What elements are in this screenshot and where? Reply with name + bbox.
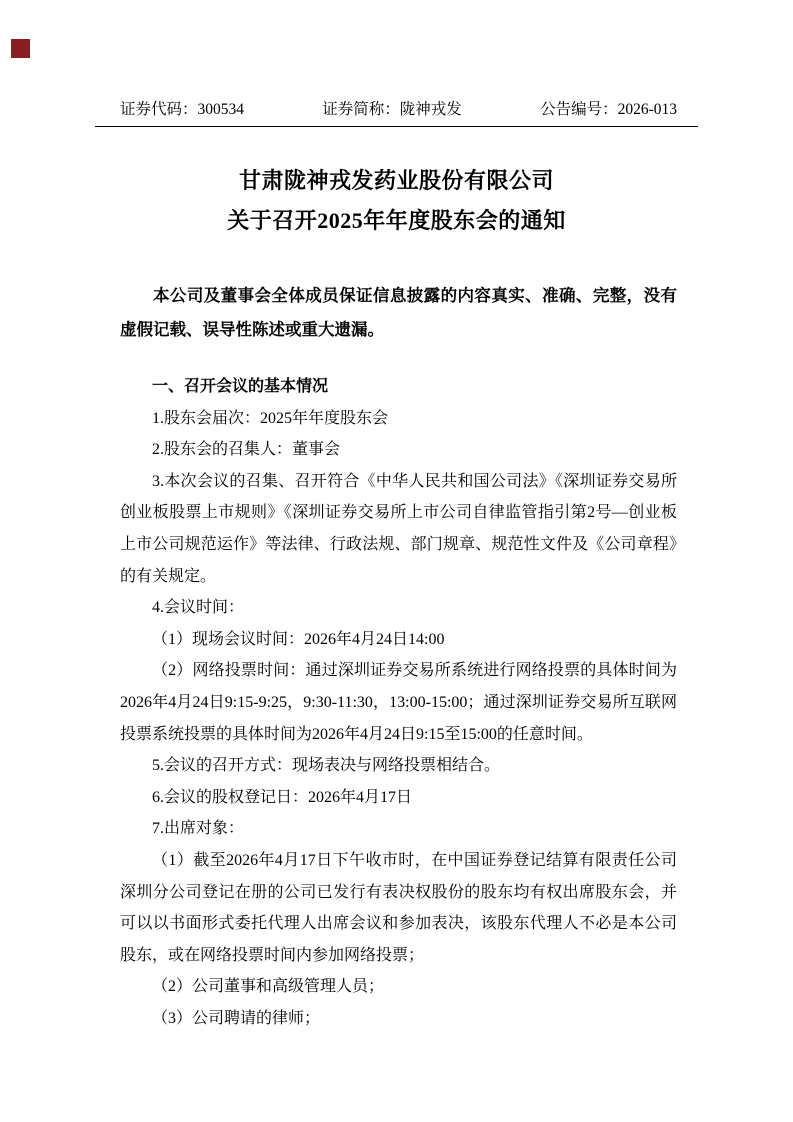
title-block [0, 161, 793, 241]
header-divider [95, 126, 698, 127]
stock-short-name: 证券简称：陇神戎发 [322, 101, 462, 118]
company-name-title: 甘肃陇神戎发药业股份有限公司 [238, 168, 554, 193]
paragraph-online-voting-time: （2）网络投票时间：通过深圳证券交易所系统进行网络投票的具体时间为2026年4月24日9:15-9:25，9:30-11:30，13:00-15:00；通过深圳证券交易所互联网投票系统投票的具体时间为2026年4月24日9:15至15:00的任意时间。 [120, 662, 677, 743]
stock-code: 证券代码：300534 [120, 101, 245, 118]
section-heading: 一、召开会议的基本情况 [152, 378, 329, 395]
paragraph-meeting-session: 1.股东会届次：2025年年度股东会 [152, 409, 389, 427]
disclaimer-paragraph: 本公司及董事会全体成员保证信息披露的内容真实、准确、完整，没有虚假记载、误导性陈述或重大遗漏。 [120, 286, 677, 339]
paragraph-record-date: 6.会议的股权登记日：2026年4月17日 [152, 788, 413, 806]
paragraph-attendee-directors: （2）公司董事和高级管理人员； [152, 978, 385, 996]
paragraph-attendee-shareholders: （1）截至2026年4月17日下午收市时，在中国证券登记结算有限责任公司深圳分公司登记在册的公司已发行有表决权股份的股东均有权出席股东会，并可以以书面形式委托代理人出席会议和参加表决，该股东代理人不必是本公司股东，或在网络投票时间内参加网络投票； [120, 851, 677, 964]
document-body [120, 371, 677, 1034]
paragraph-attendee-lawyers: （3）公司聘请的律师； [152, 1009, 321, 1027]
paragraph-onsite-time: （1）现场会议时间：2026年4月24日14:00 [152, 630, 445, 648]
paragraph-meeting-time: 4.会议时间： [152, 599, 245, 617]
paragraph-convener: 2.股东会的召集人：董事会 [152, 441, 341, 459]
document-header [120, 100, 677, 120]
notice-title: 关于召开2025年年度股东会的通知 [227, 208, 566, 233]
paragraph-attendees: 7.出席对象： [152, 820, 245, 838]
paragraph-meeting-method: 5.会议的召开方式：现场表决与网络投票相结合。 [152, 757, 501, 775]
announcement-number: 公告编号：2026-013 [540, 101, 677, 118]
red-square-mark [11, 39, 30, 58]
paragraph-legality: 3.本次会议的召集、召开符合《中华人民共和国公司法》《深圳证券交易所创业板股票上市规则》《深圳证券交易所上市公司自律监管指引第2号—创业板上市公司规范运作》等法律、行政法规、部门规章、规范性文件及《公司章程》的有关规定。 [120, 472, 677, 585]
